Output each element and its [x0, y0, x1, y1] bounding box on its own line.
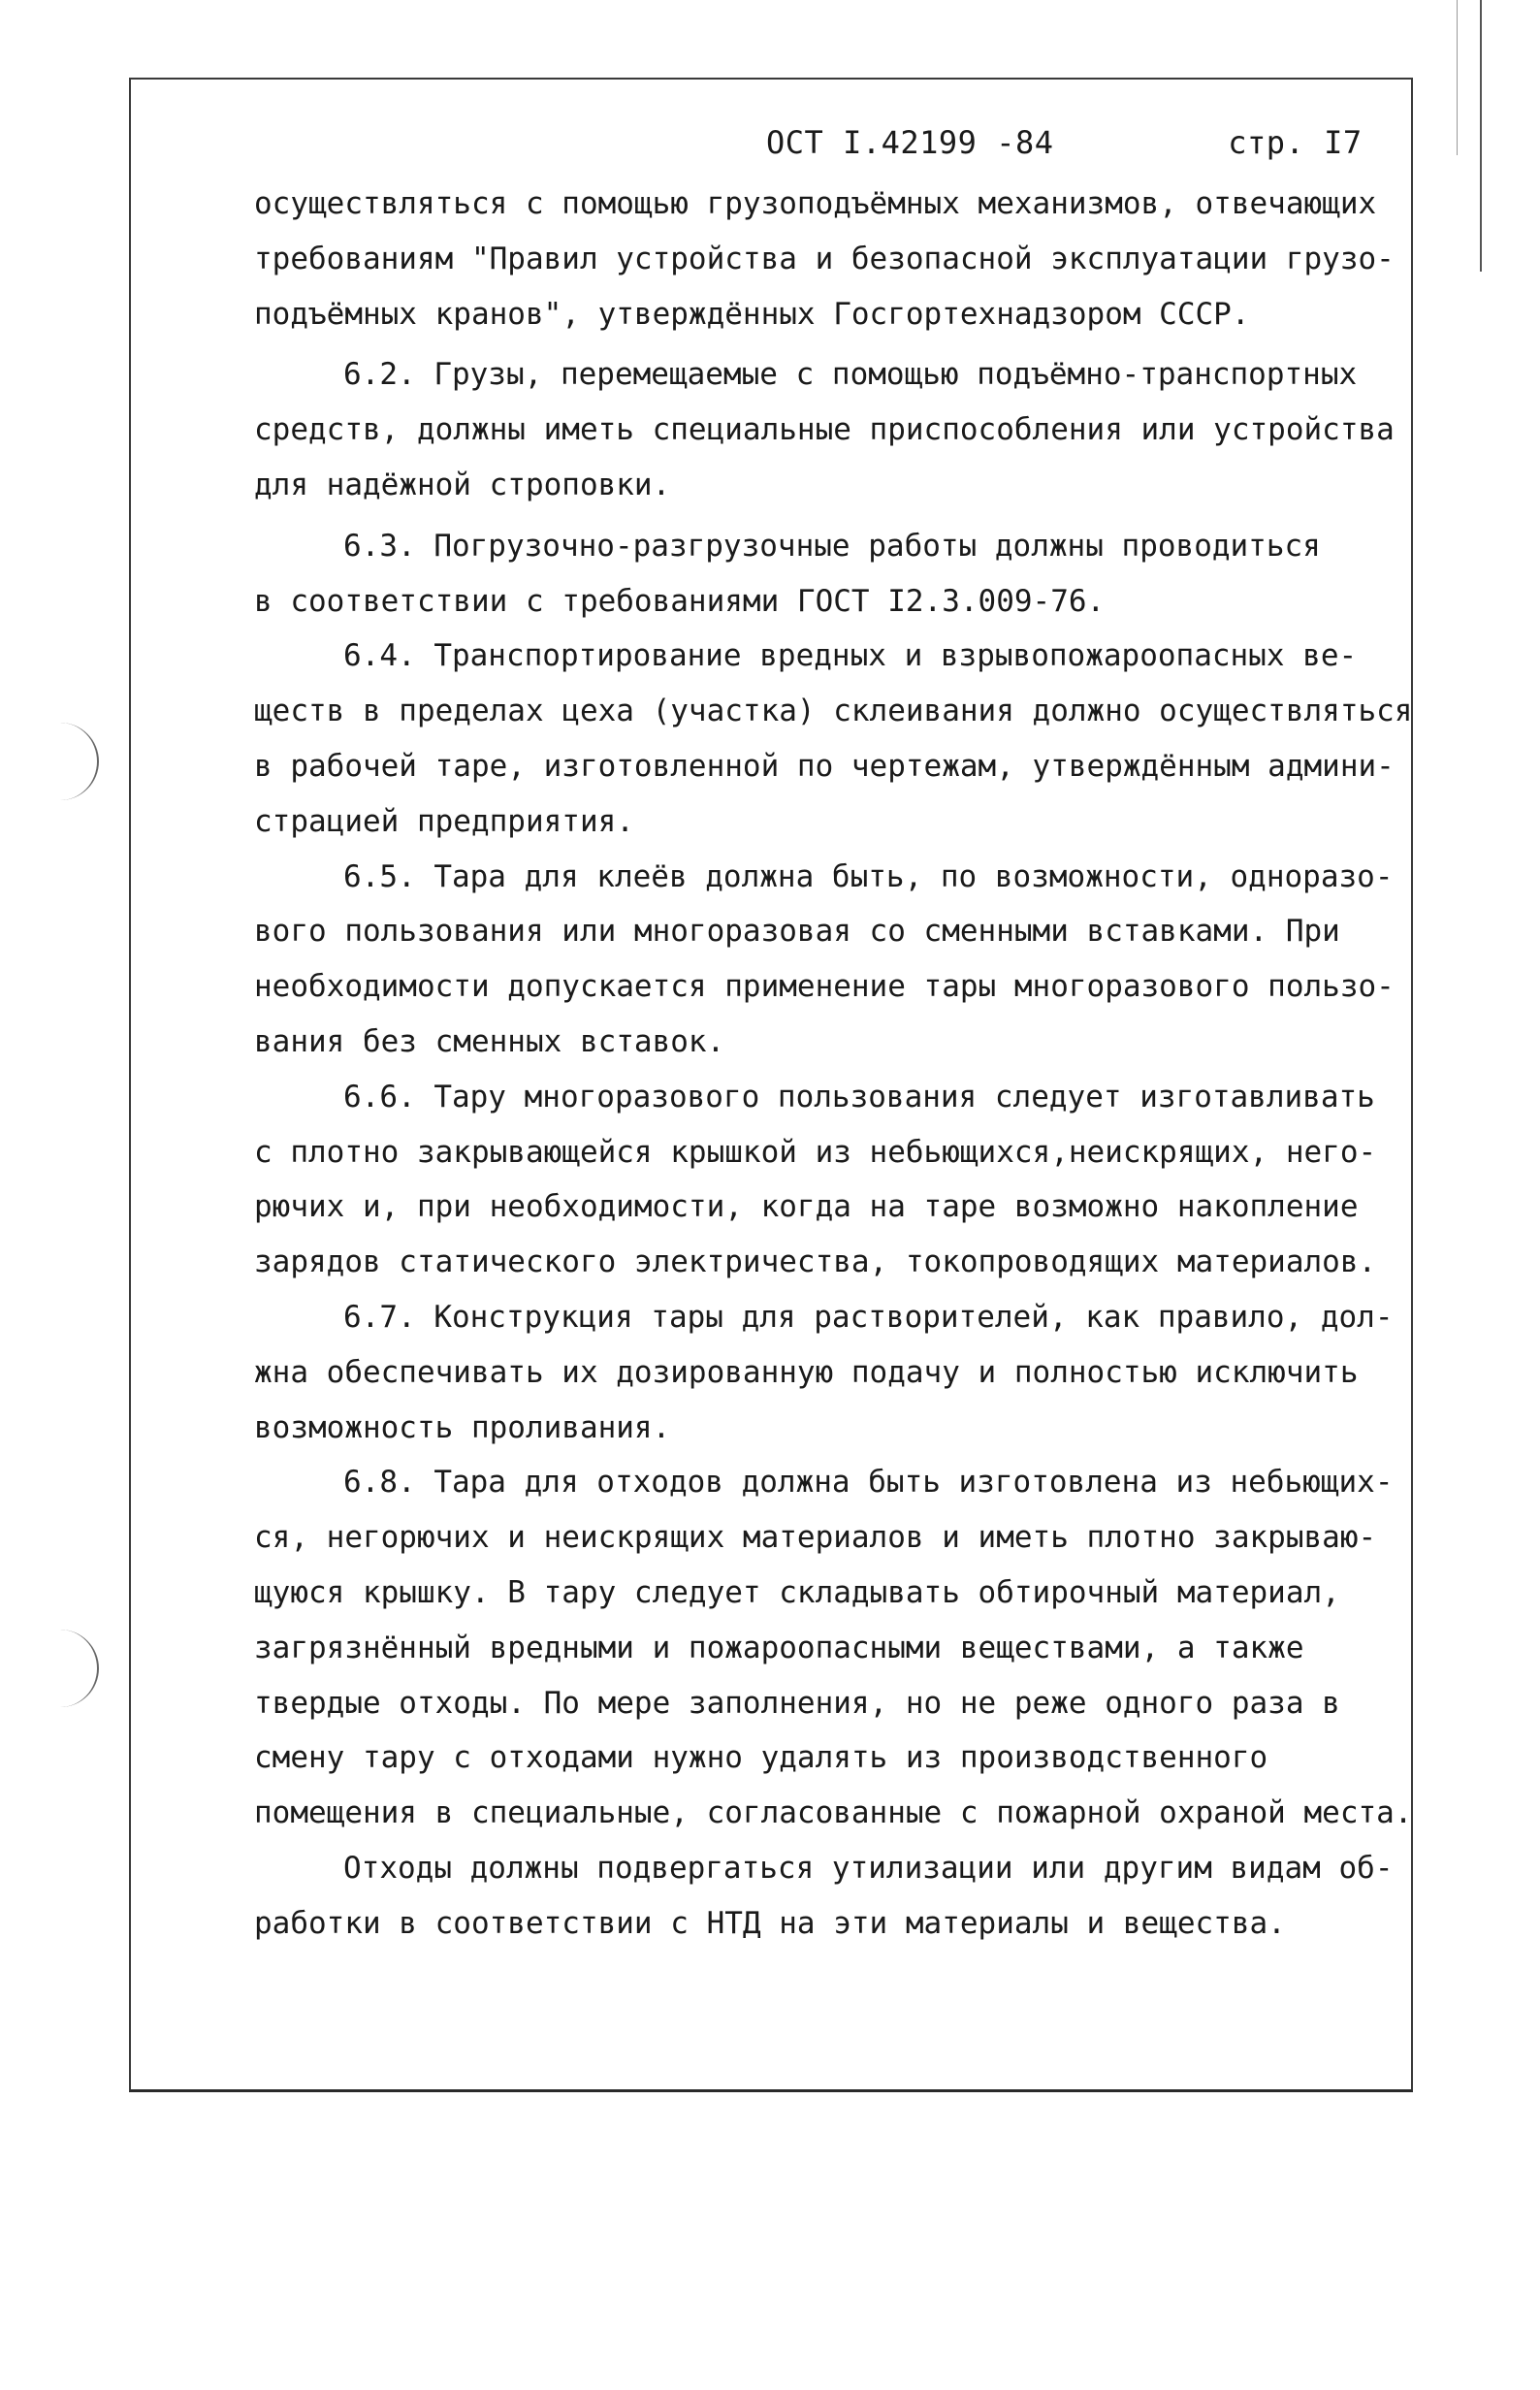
text-line: подъёмных кранов", утверждённых Госгортехнадзором СССР.: [254, 296, 1250, 332]
binder-hole-mark-top: [58, 723, 99, 800]
text-line: помещения в специальные, согласованные с пожарной охраной места.: [254, 1795, 1413, 1831]
text-line: вого пользования или многоразовая со сменными вставками. При: [254, 914, 1340, 950]
text-line: 6.4. Транспортирование вредных и взрывопожароопасных ве-: [343, 638, 1358, 674]
page-number: стр. I7: [1228, 124, 1363, 161]
paragraph-6-3: [254, 519, 1398, 630]
scan-margin-line-thin: [1457, 0, 1458, 155]
text-line: с плотно закрывающейся крышкой из небьющихся,неискрящих, него-: [254, 1134, 1377, 1170]
text-line: возможность проливания.: [254, 1409, 671, 1445]
text-line: вания без сменных вставок.: [254, 1023, 725, 1059]
page-header: [766, 124, 1363, 161]
text-line: требованиям "Правил устройства и безопасной эксплуатации грузо-: [254, 241, 1395, 276]
text-line: твердые отходы. По мере заполнения, но не реже одного раза в: [254, 1685, 1340, 1721]
scan-margin-line: [1480, 0, 1482, 272]
text-line: 6.8. Тара для отходов должна быть изготовлена из небьющих-: [343, 1465, 1394, 1501]
document-code: ОСТ I.42199 -84: [766, 124, 1054, 161]
text-line: ся, негорючих и неискрящих материалов и иметь плотно закрываю-: [254, 1520, 1377, 1556]
paragraph-6-7: [254, 1290, 1398, 1455]
text-line: 6.5. Тара для клеёв должна быть, по возможности, одноразо-: [343, 858, 1394, 894]
text-line: рючих и, при необходимости, когда на таре возможно накопление: [254, 1189, 1359, 1225]
paragraph-waste: [254, 1841, 1398, 1952]
paragraph-6-6: [254, 1070, 1398, 1290]
text-line: Отходы должны подвергаться утилизации или другим видам об-: [343, 1850, 1394, 1886]
text-line: 6.7. Конструкция тары для растворителей, как правило, дол-: [343, 1299, 1394, 1335]
text-line: ществ в пределах цеха (участка) склеивания должно осуществляться: [254, 694, 1413, 729]
text-line: 6.6. Тару многоразового пользования следует изготавливать: [343, 1079, 1375, 1114]
paragraph-6-5: [254, 850, 1398, 1070]
text-line: щуюся крышку. В тару следует складывать обтирочный материал,: [254, 1574, 1340, 1610]
text-line: 6.2. Грузы, перемещаемые с помощью подъёмно-транспортных: [343, 357, 1358, 393]
binder-hole-mark-bottom: [58, 1630, 99, 1707]
text-line: смену тару с отходами нужно удалять из производственного: [254, 1740, 1268, 1776]
paragraph-6-2: [254, 347, 1398, 512]
text-line: загрязнённый вредными и пожароопасными веществами, а также: [254, 1630, 1304, 1665]
document-body: [254, 177, 1413, 1952]
text-line: в рабочей таре, изготовленной по чертежам, утверждённым админи-: [254, 748, 1395, 784]
text-line: в соответствии с требованиями ГОСТ I2.3.009-76.: [254, 583, 1106, 619]
text-line: зарядов статического электричества, токопроводящих материалов.: [254, 1244, 1377, 1280]
text-line: страцией предприятия.: [254, 803, 634, 839]
text-line: средств, должны иметь специальные приспособления или устройства: [254, 412, 1395, 448]
text-line: жна обеспечивать их дозированную подачу и полностью исключить: [254, 1354, 1359, 1390]
paragraph-6-4: [254, 629, 1413, 849]
paragraph-continuation: [254, 177, 1398, 341]
text-line: работки в соответствии с НТД на эти материалы и вещества.: [254, 1905, 1286, 1941]
paragraph-6-8: [254, 1455, 1413, 1841]
text-line: 6.3. Погрузочно-разгрузочные работы должны проводиться: [343, 528, 1321, 564]
text-line: для надёжной строповки.: [254, 467, 671, 502]
text-line: необходимости допускается применение тары многоразового пользо-: [254, 969, 1395, 1005]
text-line: осуществляться с помощью грузоподъёмных механизмов, отвечающих: [254, 186, 1377, 221]
